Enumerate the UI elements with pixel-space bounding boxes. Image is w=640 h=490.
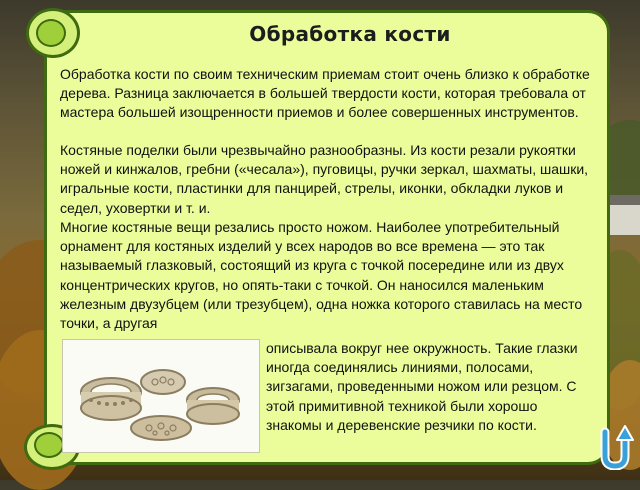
scroll-curl-top-inner bbox=[36, 19, 66, 47]
paragraph-3: Многие костяные вещи резались просто ножом. Наиболее употребительный орнамент для костяных изделий у всех народов во все времена — это так называемый глазковый, состоящий из круга с точкой посередине или из двух концентрических кругов, но опять-таки с точкой. Он наносился маленьким железным двузубцем (или трезубцем), одна ножка которого ставилась на место точки, а другая bbox=[60, 219, 583, 332]
house-roof bbox=[606, 195, 640, 205]
paragraph-4: описывала вокруг нее окружность. Такие глазки иногда соединялись линиями, полосами, зигзагами, проведенными ножом или резцом. С этой примитивной техникой были хорошо знакомы и деревенские резчики по кости. bbox=[266, 340, 578, 433]
bone-artifacts-illustration bbox=[63, 340, 259, 452]
house bbox=[608, 205, 640, 235]
paragraph-1: Обработка кости по своим техническим приемам стоит очень близко к обработке дерева. Разница заключается в большей твердости кости, которая требовала от мастера большей изощренности приемов и более совершенных инструментов. bbox=[60, 66, 590, 121]
paragraph-2: Костяные поделки были чрезвычайно разнообразны. Из кости резали рукоятки ножей и кинжалов, гребни («чесала»), пуговицы, ручки зеркал, шахматы, шашки, игральные кости, пластинки для панцирей, стрелы, иконки, обкладки луков и седел, уховертки и т. и. bbox=[60, 142, 589, 216]
scroll-curl-bottom-inner bbox=[34, 432, 64, 458]
bone-artifacts-image bbox=[62, 339, 260, 453]
slide-title: Обработка кости bbox=[249, 22, 451, 46]
return-arrow-icon[interactable] bbox=[598, 420, 634, 470]
